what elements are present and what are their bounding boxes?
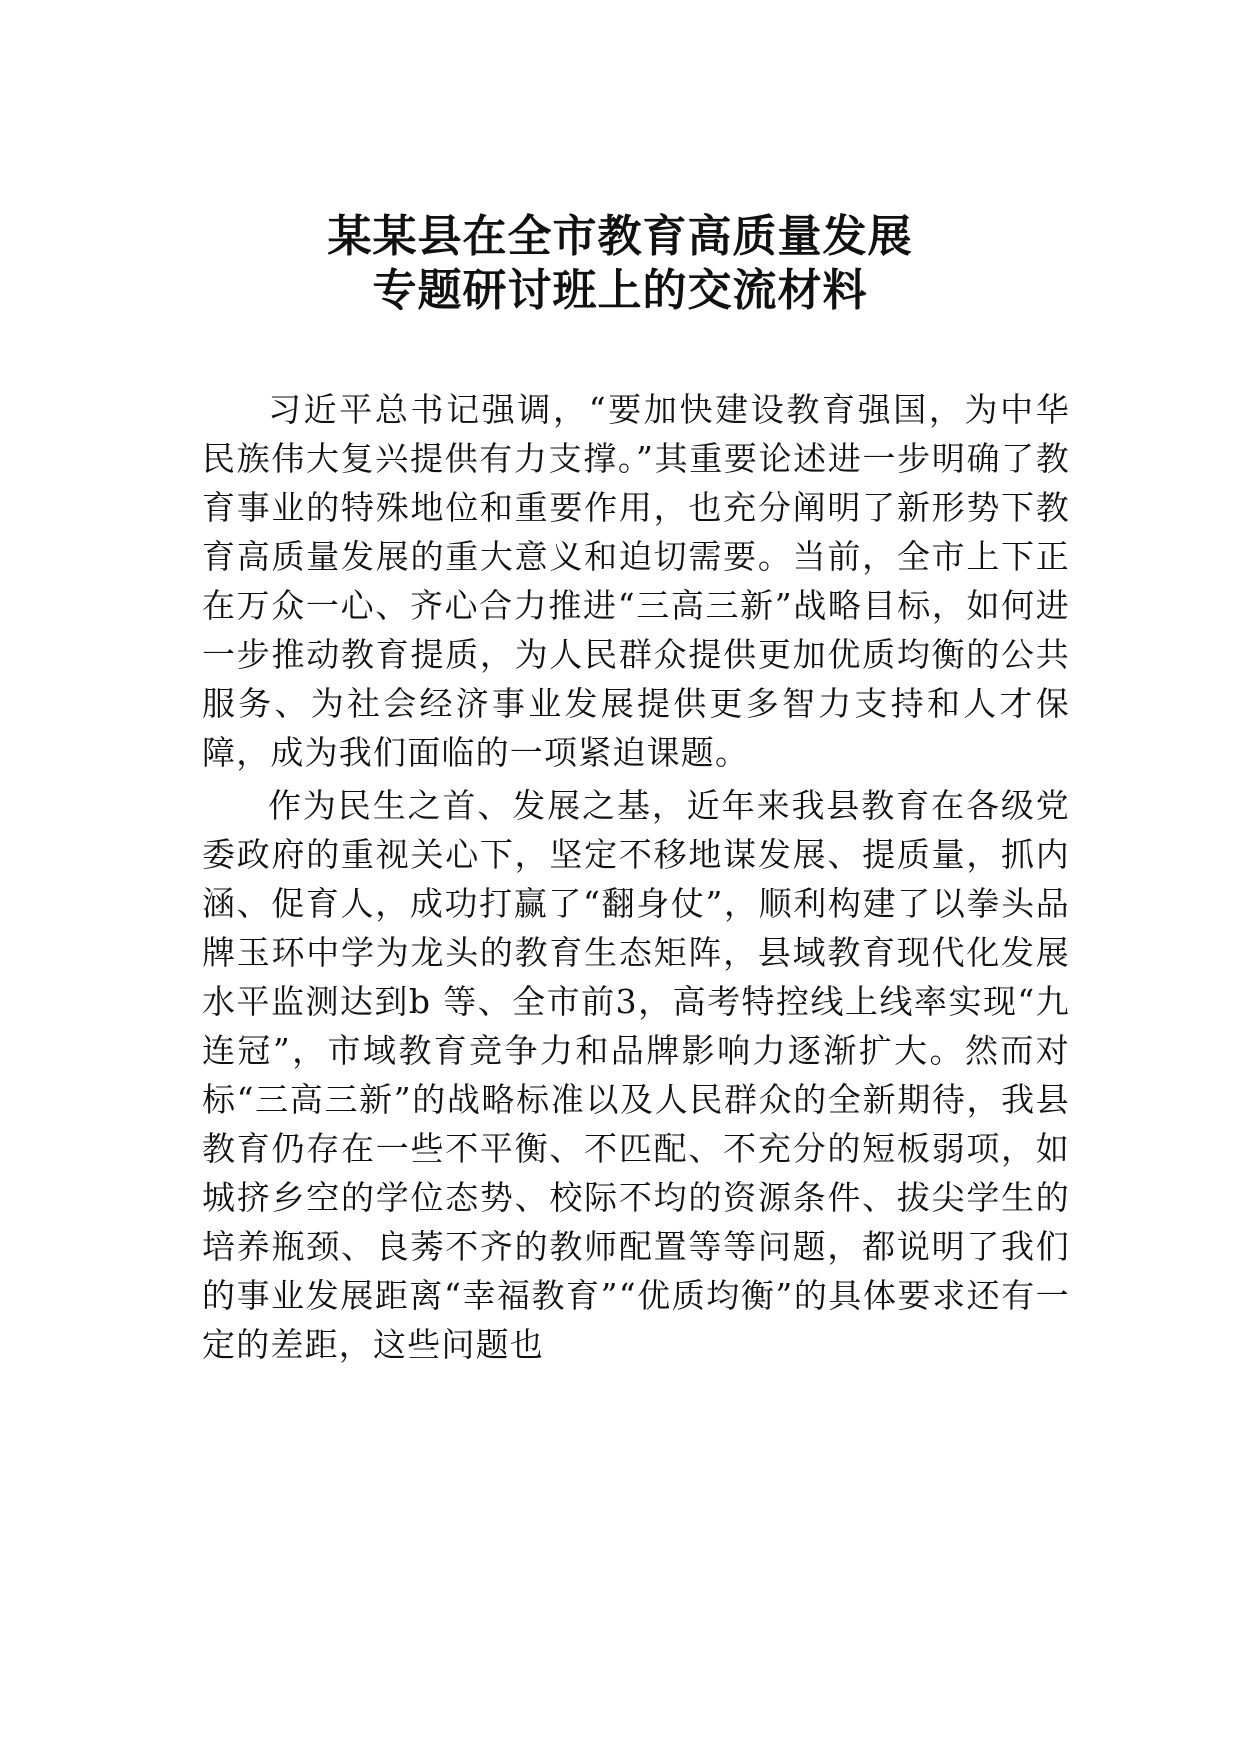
title-line-1: 某某县在全市教育高质量发展 (327, 211, 913, 262)
document-body (202, 385, 1070, 1369)
paragraph-1: 习近平总书记强调，“要加快建设教育强国，为中华民族伟大复兴提供有力支撑。”其重要论述进一步明确了教育事业的特殊地位和重要作用，也充分阐明了新形势下教育高质量发展的重大意义和迫切需要。当前，全市上下正在万众一心、齐心合力推进“三高三新”战略目标，如何进一步推动教育提质，为人民群众提供更加优质均衡的公共服务、为社会经济事业发展提供更多智力支持和人才保障，成为我们面临的一项紧迫课题。 (202, 390, 1070, 772)
paragraph-2: 作为民生之首、发展之基，近年来我县教育在各级党委政府的重视关心下，坚定不移地谋发展、提质量，抓内涵、促育人，成功打赢了“翻身仗”，顺利构建了以拳头品牌玉环中学为龙头的教育生态矩阵，县域教育现代化发展水平监测达到b 等、全市前3，高考特控线上线率实现“九连冠”，市域教育竞争力和品牌影响力逐渐扩大。然而对标“三高三新”的战略标准以及人民群众的全新期待，我县教育仍存在一些不平衡、不匹配、不充分的短板弱项，如城挤乡空的学位态势、校际不均的资源条件、拔尖学生的培养瓶颈、良莠不齐的教师配置等等问题，都说明了我们的事业发展距离“幸福教育”“优质均衡”的具体要求还有一定的差距，这些问题也 (202, 786, 1070, 1364)
title-line-2: 专题研讨班上的交流材料 (372, 265, 868, 316)
document-title (0, 210, 1240, 318)
